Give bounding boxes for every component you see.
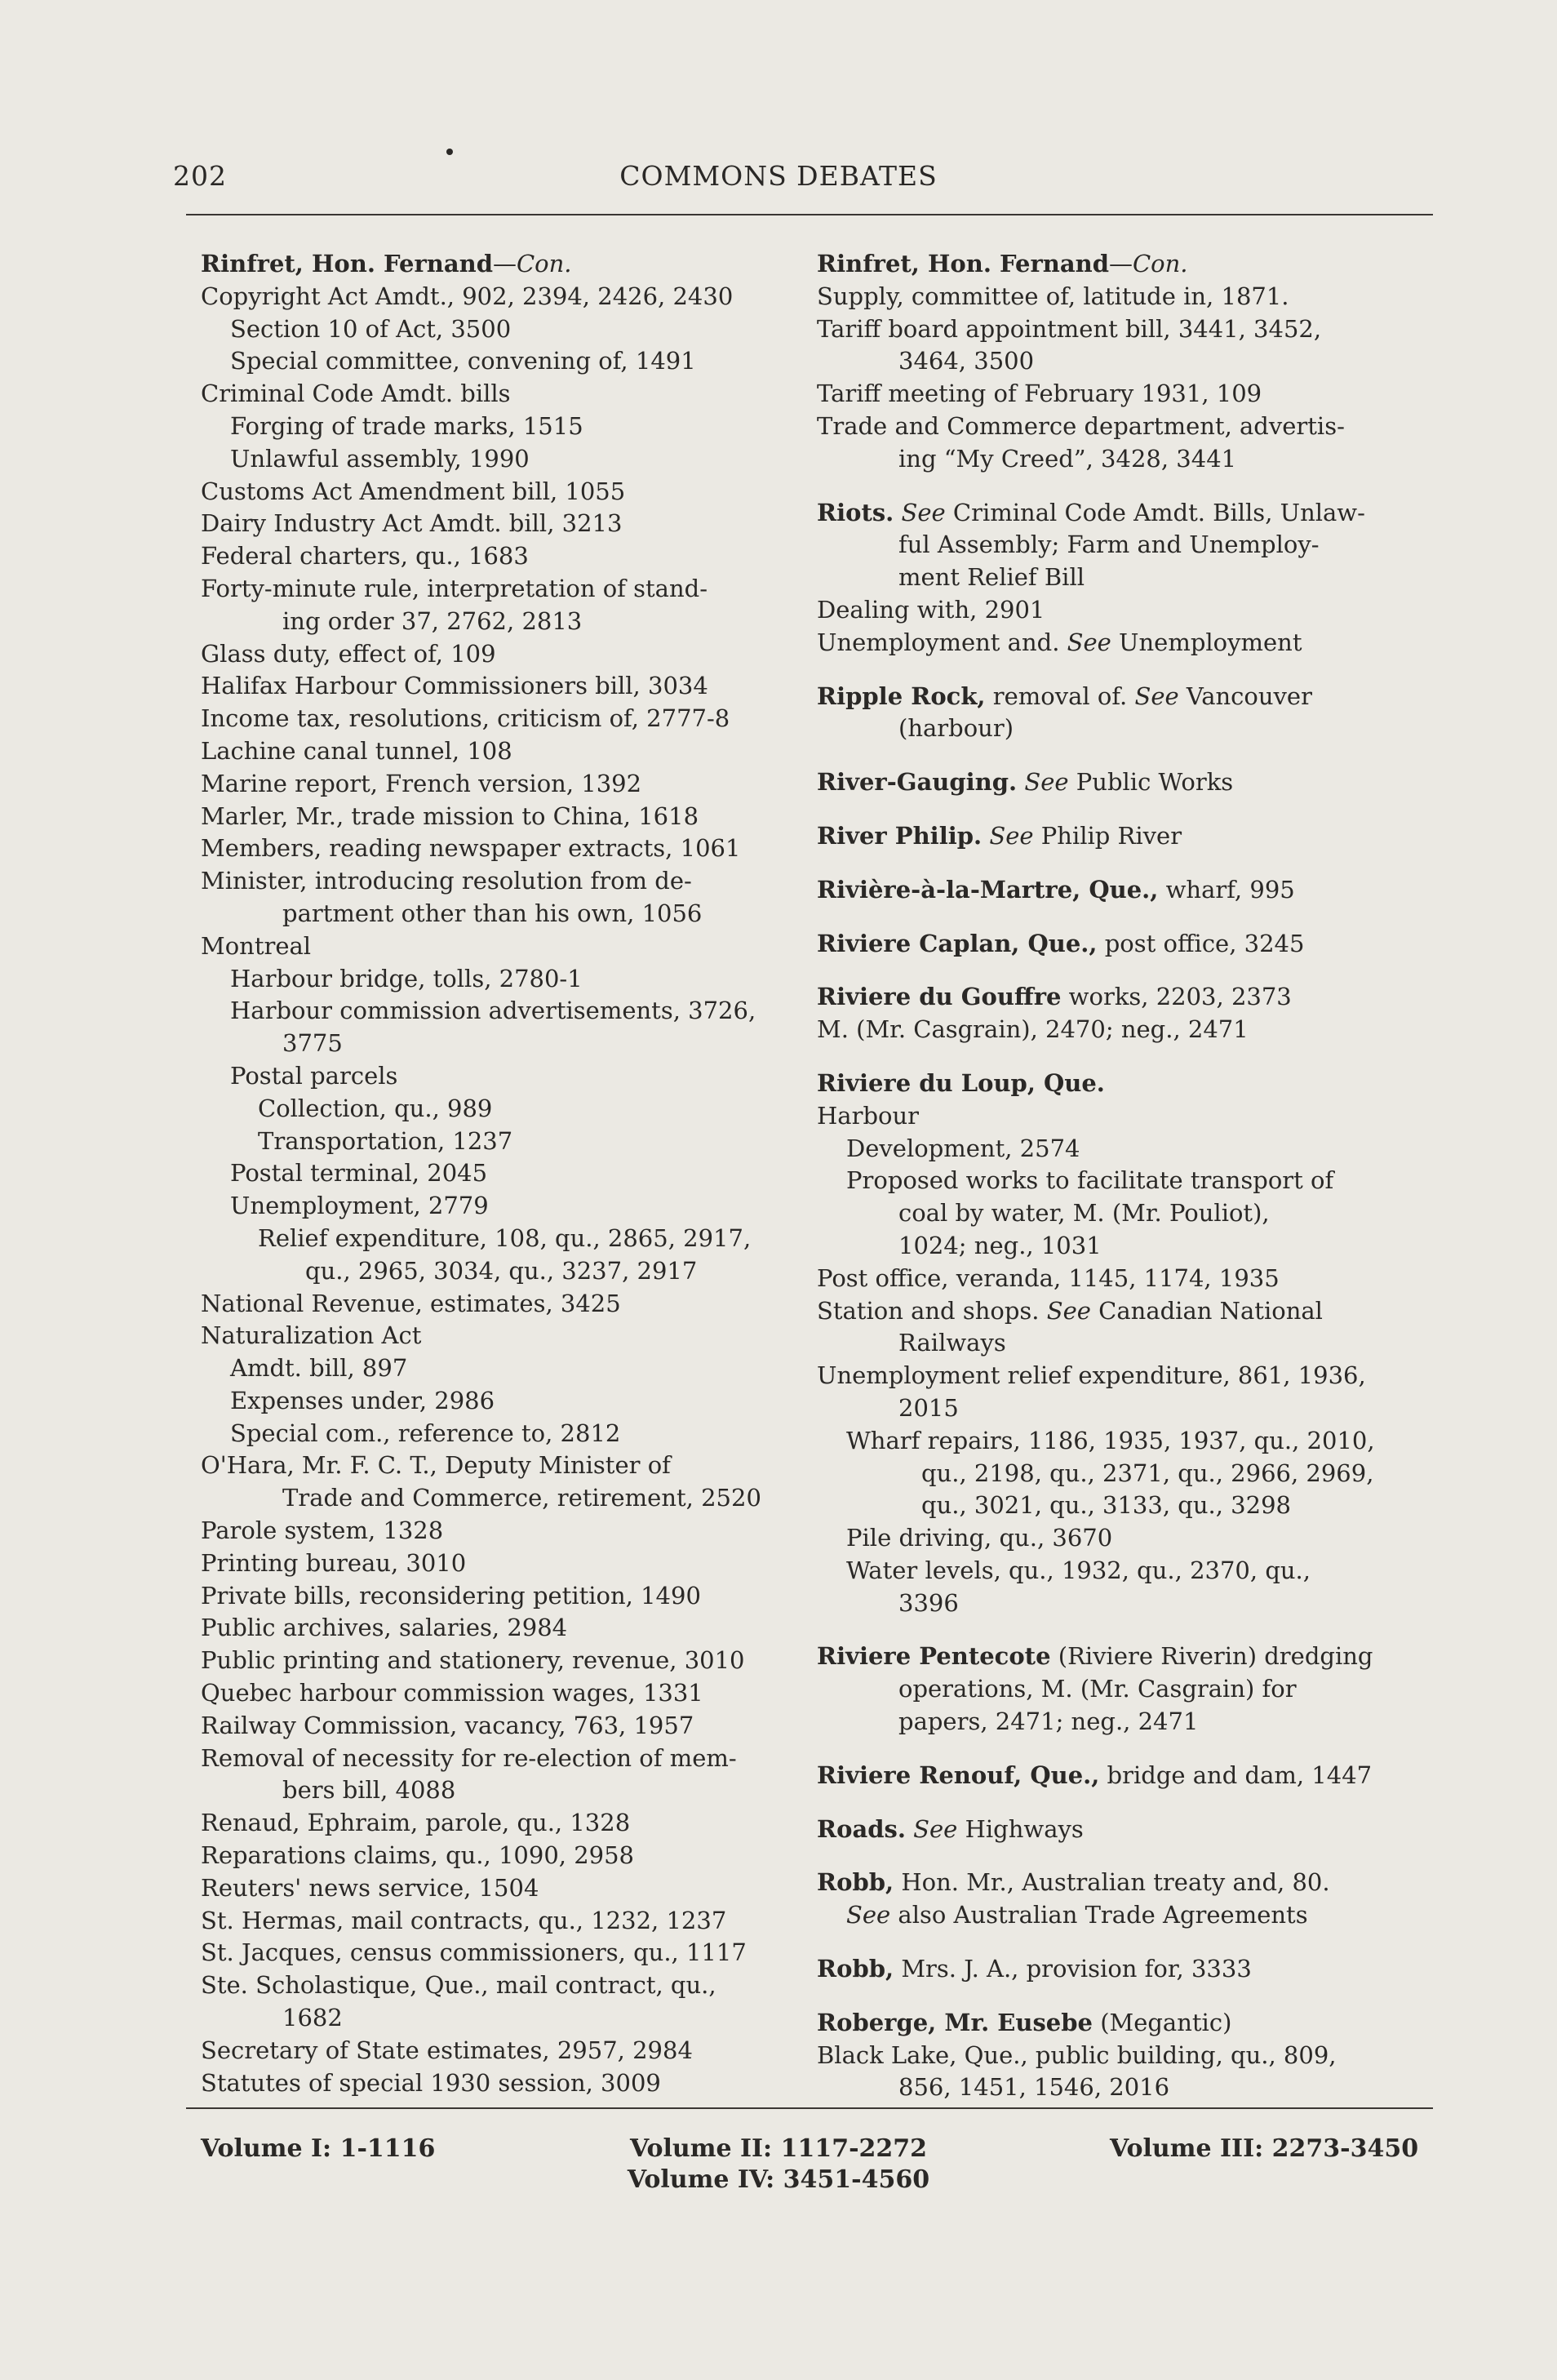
entry-text: Income tax, resolutions, criticism of, 2777-8 — [201, 704, 730, 733]
index-subentry — [201, 1872, 782, 1905]
index-subentry — [201, 638, 782, 671]
index-subentry — [201, 1320, 782, 1352]
index-heading — [817, 766, 1434, 799]
index-subentry — [201, 1418, 782, 1450]
entry-text: Special com., reference to, 2812 — [230, 1419, 621, 1447]
index-continuation — [817, 1230, 1434, 1263]
entry-text: Dealing with, 2901 — [817, 595, 1045, 624]
index-subentry — [201, 930, 782, 963]
index-subentry — [201, 1677, 782, 1710]
index-column-left — [201, 248, 782, 2099]
entry-text: O'Hara, Mr. F. C. T., Deputy Minister of — [201, 1451, 671, 1480]
entry-italic: See — [1067, 628, 1111, 656]
index-subentry — [817, 627, 1434, 659]
index-continuation — [817, 1458, 1434, 1490]
entry-text: Postal parcels — [230, 1061, 398, 1090]
index-subentry — [201, 1515, 782, 1547]
index-subentry — [201, 865, 782, 898]
entry-text: ment Relief Bill — [898, 563, 1085, 592]
heading-term: Riots. — [817, 498, 894, 526]
index-subentry — [201, 540, 782, 573]
index-subentry — [201, 1547, 782, 1580]
entry-gap — [817, 745, 1434, 766]
entry-text: Minister, introducing resolution from de- — [201, 867, 692, 895]
index-subentry — [817, 313, 1434, 346]
index-subentry — [817, 1899, 1434, 1932]
entry-text: National Revenue, estimates, 3425 — [201, 1289, 621, 1317]
entry-text: Amdt. bill, 897 — [230, 1354, 408, 1383]
index-heading — [817, 681, 1434, 713]
entry-text: Parole system, 1328 — [201, 1516, 444, 1545]
index-subentry — [817, 378, 1434, 411]
entry-text-tail: also Australian Trade Agreements — [890, 1901, 1308, 1929]
index-subentry — [817, 1165, 1434, 1197]
entry-gap — [817, 1792, 1434, 1814]
index-subentry — [201, 1450, 782, 1482]
entry-text: Quebec harbour commission wages, 1331 — [201, 1679, 703, 1707]
entry-text: Trade and Commerce department, advertis- — [817, 411, 1345, 440]
heading-term: Riviere du Gouffre — [817, 983, 1062, 1011]
entry-text: Harbour bridge, tolls, 2780-1 — [230, 964, 583, 992]
entry-text: M. (Mr. Casgrain), 2470; neg., 2471 — [817, 1015, 1249, 1044]
entry-text: Collection, qu., 989 — [258, 1094, 493, 1122]
entry-text: Railway Commission, vacancy, 763, 1957 — [201, 1711, 694, 1739]
entry-text: Lachine canal tunnel, 108 — [201, 736, 512, 765]
heading-term: River Philip. — [817, 821, 983, 850]
index-heading — [817, 1953, 1434, 1986]
entry-text: ing order 37, 2762, 2813 — [282, 606, 583, 635]
index-subentry — [201, 1969, 782, 2002]
entry-text: Relief expenditure, 108, qu., 2865, 2917, — [258, 1223, 752, 1252]
entry-text: partment other than his own, 1056 — [282, 899, 703, 927]
index-subentry — [817, 1425, 1434, 1458]
index-continuation — [817, 1673, 1434, 1706]
entry-text: St. Jacques, census commissioners, qu., 1117 — [201, 1938, 747, 1967]
entry-text: Special committee, convening of, 1491 — [230, 347, 696, 375]
entry-text: Members, reading newspaper extracts, 1061 — [201, 834, 741, 863]
heading-text — [982, 822, 989, 850]
entry-text: Trade and Commerce, retirement, 2520 — [282, 1484, 761, 1512]
index-subentry — [817, 411, 1434, 443]
index-continuation — [201, 1482, 782, 1515]
entry-text: Statutes of special 1930 session, 3009 — [201, 2068, 661, 2097]
heading-text: works, 2203, 2373 — [1061, 983, 1292, 1011]
index-subentry — [201, 801, 782, 833]
index-heading — [817, 1867, 1434, 1899]
index-heading — [817, 1814, 1434, 1846]
index-subentry — [201, 1840, 782, 1872]
entry-text: Unemployment and. — [817, 628, 1067, 656]
index-subentry — [201, 2067, 782, 2100]
index-subentry — [201, 508, 782, 540]
index-subentry — [201, 1190, 782, 1223]
entry-text: Water levels, qu., 1932, qu., 2370, qu., — [846, 1556, 1311, 1584]
entry-gap — [817, 1845, 1434, 1867]
index-continuation — [817, 1706, 1434, 1738]
index-subentry — [201, 1288, 782, 1321]
entry-text: Expenses under, 2986 — [230, 1386, 495, 1414]
entry-gap — [817, 1932, 1434, 1953]
heading-text — [1017, 768, 1024, 796]
entry-text: 2015 — [898, 1393, 959, 1422]
index-continuation — [201, 1255, 782, 1288]
entry-text: Railways — [898, 1329, 1006, 1357]
index-subentry — [201, 735, 782, 768]
index-heading — [817, 820, 1434, 853]
index-heading — [201, 248, 782, 281]
entry-gap — [817, 799, 1434, 820]
index-subentry — [201, 1093, 782, 1126]
page-number: 202 — [173, 160, 227, 192]
heading-term: Ripple Rock, — [817, 682, 986, 710]
entry-gap — [817, 1046, 1434, 1068]
entry-italic: See — [1046, 1296, 1091, 1325]
index-subentry — [201, 573, 782, 606]
heading-term: River-Gauging. — [817, 768, 1018, 797]
index-subentry — [817, 1133, 1434, 1166]
index-subentry — [201, 1905, 782, 1938]
heading-term: Rinfret, Hon. Fernand — [201, 250, 493, 278]
index-continuation — [817, 443, 1434, 476]
heading-term: Rivière-à-la-Martre, Que., — [817, 875, 1159, 904]
entry-text: Black Lake, Que., public building, qu., 809, — [817, 2040, 1337, 2069]
heading-text: removal of. — [985, 682, 1135, 710]
index-continuation — [817, 2071, 1434, 2104]
entry-text: Reuters' news service, 1504 — [201, 1873, 539, 1902]
volume-range-2: Volume II: 1117-2272 — [629, 2134, 928, 2163]
entry-text: Unemployment, 2779 — [230, 1192, 489, 1220]
entry-gap — [817, 1738, 1434, 1760]
index-subentry — [817, 1100, 1434, 1133]
entry-text: Pile driving, qu., 3670 — [846, 1524, 1113, 1552]
entry-gap — [817, 1619, 1434, 1641]
entry-text: Marler, Mr., trade mission to China, 1618 — [201, 801, 699, 830]
entry-text: ing “My Creed”, 3428, 3441 — [898, 444, 1237, 473]
entry-text: 3464, 3500 — [898, 347, 1035, 375]
entry-text: Criminal Code Amdt. bills — [201, 380, 511, 408]
heading-term: Roberge, Mr. Eusebe — [817, 2008, 1093, 2036]
index-subentry — [201, 1352, 782, 1385]
entry-gap — [817, 1986, 1434, 2007]
print-mark — [446, 149, 453, 155]
heading-text — [894, 499, 901, 526]
heading-text: wharf, 995 — [1158, 875, 1295, 904]
index-subentry — [201, 1157, 782, 1190]
index-continuation — [817, 1392, 1434, 1425]
index-continuation — [817, 529, 1434, 562]
entry-text-tail: Canadian National — [1090, 1296, 1323, 1325]
heading-text: bridge and dam, 1447 — [1099, 1761, 1373, 1789]
heading-sep: — — [492, 250, 517, 278]
index-column-right — [817, 248, 1434, 2104]
entry-text: Copyright Act Amdt., 902, 2394, 2426, 2430 — [201, 282, 734, 310]
heading-term: Robb, — [817, 1868, 894, 1897]
entry-gap — [817, 960, 1434, 981]
heading-text: (Megantic) — [1092, 2008, 1232, 2036]
volume-range-3: Volume III: 2273-3450 — [1110, 2134, 1419, 2163]
entry-text: Halifax Harbour Commissioners bill, 3034 — [201, 672, 708, 700]
heading-italic: Con. — [1132, 250, 1188, 278]
index-continuation — [201, 2002, 782, 2035]
index-continuation — [817, 1587, 1434, 1620]
entry-text: Forty-minute rule, interpretation of stand- — [201, 574, 708, 602]
index-subentry — [817, 2040, 1434, 2072]
entry-text: bers bill, 4088 — [282, 1776, 456, 1805]
entry-text: Harbour — [817, 1101, 920, 1130]
entry-text: Supply, committee of, latitude in, 1871. — [817, 282, 1289, 310]
entry-text: Transportation, 1237 — [258, 1126, 513, 1155]
entry-text: Naturalization Act — [201, 1321, 422, 1350]
entry-text: coal by water, M. (Mr. Pouliot), — [898, 1199, 1270, 1228]
heading-text — [906, 1815, 913, 1843]
entry-gap — [817, 907, 1434, 928]
entry-text: Station and shops. — [817, 1296, 1047, 1325]
index-heading — [817, 1641, 1434, 1673]
entry-text: 3775 — [282, 1029, 343, 1058]
index-heading — [817, 874, 1434, 907]
heading-italic: See — [901, 498, 946, 526]
entry-text: Federal charters, qu., 1683 — [201, 542, 529, 571]
heading-term: Roads. — [817, 1814, 906, 1843]
index-subentry — [201, 768, 782, 801]
entry-gap — [817, 853, 1434, 874]
heading-text: Hon. Mr., Australian treaty and, 80. — [894, 1868, 1330, 1897]
entry-text: ful Assembly; Farm and Unemploy- — [898, 531, 1320, 559]
index-subentry — [201, 670, 782, 703]
entry-text: Development, 2574 — [846, 1134, 1080, 1162]
index-subentry — [817, 594, 1434, 627]
index-subentry — [201, 1223, 782, 1255]
entry-text: Postal terminal, 2045 — [230, 1159, 488, 1188]
entry-gap — [817, 476, 1434, 497]
index-subentry — [201, 963, 782, 996]
entry-text: Unemployment relief expenditure, 861, 1936, — [817, 1361, 1366, 1390]
heading-term: Riviere Pentecote — [817, 1642, 1051, 1671]
index-heading — [817, 248, 1434, 281]
entry-text: Tariff meeting of February 1931, 109 — [817, 380, 1262, 408]
index-subentry — [201, 378, 782, 411]
index-subentry — [201, 833, 782, 865]
index-continuation — [817, 562, 1434, 594]
heading-italic: See — [1024, 768, 1069, 797]
index-subentry — [201, 2035, 782, 2067]
entry-text: Ste. Scholastique, Que., mail contract, qu., — [201, 1971, 716, 2000]
heading-italic: Con. — [516, 250, 572, 278]
index-subentry — [201, 345, 782, 378]
heading-term: Riviere Renouf, Que., — [817, 1761, 1100, 1789]
entry-text: 1682 — [282, 2004, 343, 2032]
index-subentry — [201, 411, 782, 443]
entry-text: qu., 2965, 3034, qu., 3237, 2917 — [305, 1256, 698, 1285]
entry-text: Section 10 of Act, 3500 — [230, 314, 512, 343]
heading-italic: See — [989, 821, 1034, 850]
heading-italic: See — [1134, 682, 1179, 710]
index-subentry — [817, 1360, 1434, 1392]
heading-term: Robb, — [817, 1955, 894, 1983]
heading-text-tail: Highways — [957, 1814, 1084, 1843]
index-subentry — [201, 1937, 782, 1969]
volume-range-4: Volume IV: 3451-4560 — [627, 2165, 930, 2194]
entry-text: Wharf repairs, 1186, 1935, 1937, qu., 2010, — [846, 1426, 1375, 1454]
heading-text: (Riviere Riverin) dredging — [1050, 1642, 1373, 1671]
entry-text: 856, 1451, 1546, 2016 — [898, 2073, 1170, 2102]
entry-text: Public printing and stationery, revenue, 3010 — [201, 1646, 745, 1675]
heading-text: post office, 3245 — [1097, 929, 1305, 957]
index-subentry — [817, 281, 1434, 313]
entry-text: 1024; neg., 1031 — [898, 1231, 1102, 1259]
index-continuation — [201, 1774, 782, 1807]
index-subentry — [201, 1612, 782, 1645]
heading-term: Riviere Caplan, Que., — [817, 929, 1098, 957]
heading-italic: See — [913, 1814, 958, 1843]
heading-text-tail: Philip River — [1033, 821, 1182, 850]
entry-italic: See — [846, 1901, 891, 1929]
index-subentry — [201, 313, 782, 346]
index-continuation — [201, 1028, 782, 1060]
index-continuation — [817, 1327, 1434, 1360]
index-subentry — [201, 1807, 782, 1840]
entry-text: operations, M. (Mr. Casgrain) for — [898, 1675, 1297, 1703]
entry-text: Unlawful assembly, 1990 — [230, 444, 530, 473]
entry-text: qu., 2198, qu., 2371, qu., 2966, 2969, — [921, 1459, 1374, 1487]
index-heading — [817, 497, 1434, 530]
entry-text: Customs Act Amendment bill, 1055 — [201, 477, 626, 505]
index-continuation — [817, 1490, 1434, 1522]
entry-text: Secretary of State estimates, 2957, 2984 — [201, 2036, 693, 2064]
entry-text: Dairy Industry Act Amdt. bill, 3213 — [201, 509, 623, 538]
entry-text: Forging of trade marks, 1515 — [230, 411, 583, 440]
entry-text: Marine report, French version, 1392 — [201, 769, 642, 797]
index-subentry — [201, 1743, 782, 1775]
index-subentry — [817, 1522, 1434, 1555]
index-subentry — [201, 1645, 782, 1677]
index-subentry — [201, 1126, 782, 1158]
entry-text-tail: Unemployment — [1111, 628, 1302, 656]
entry-text: Post office, veranda, 1145, 1174, 1935 — [817, 1263, 1280, 1292]
index-heading — [817, 1760, 1434, 1792]
entry-text: Tariff board appointment bill, 3441, 3452, — [817, 314, 1322, 343]
index-continuation — [817, 713, 1434, 745]
index-subentry — [817, 1014, 1434, 1046]
index-subentry — [201, 1710, 782, 1743]
index-heading — [817, 981, 1434, 1014]
entry-text: Montreal — [201, 931, 312, 960]
index-continuation — [201, 898, 782, 930]
entry-text: Public archives, salaries, 2984 — [201, 1614, 568, 1642]
index-heading — [817, 2007, 1434, 2040]
heading-term: Riviere du Loup, Que. — [817, 1068, 1105, 1097]
entry-text: 3396 — [898, 1588, 959, 1617]
header-rule — [186, 214, 1433, 215]
entry-text: Proposed works to facilitate transport of — [846, 1166, 1334, 1195]
heading-text-tail: Public Works — [1068, 768, 1234, 797]
index-continuation — [817, 1197, 1434, 1230]
index-subentry — [201, 703, 782, 735]
index-subentry — [817, 1263, 1434, 1295]
index-continuation — [817, 345, 1434, 378]
index-heading — [817, 1068, 1434, 1100]
footer-rule — [186, 2107, 1433, 2109]
page-title: COMMONS DEBATES — [619, 160, 938, 192]
entry-text: Printing bureau, 3010 — [201, 1548, 467, 1577]
entry-text: Removal of necessity for re-election of mem- — [201, 1743, 737, 1772]
entry-text: qu., 3021, qu., 3133, qu., 3298 — [921, 1491, 1291, 1520]
volume-range-1: Volume I: 1-1116 — [201, 2134, 436, 2163]
index-subentry — [201, 1385, 782, 1418]
index-continuation — [201, 606, 782, 638]
entry-text: Private bills, reconsidering petition, 1490 — [201, 1581, 701, 1610]
heading-term: Rinfret, Hon. Fernand — [817, 250, 1109, 278]
index-subentry — [201, 1580, 782, 1613]
index-subentry — [201, 1060, 782, 1093]
index-subentry — [817, 1295, 1434, 1328]
entry-text: Harbour commission advertisements, 3726, — [230, 997, 756, 1025]
entry-text: Renaud, Ephraim, parole, qu., 1328 — [201, 1809, 631, 1837]
heading-text: Mrs. J. A., provision for, 3333 — [894, 1955, 1252, 1983]
entry-text: Reparations claims, qu., 1090, 2958 — [201, 1841, 635, 1870]
index-subentry — [817, 1555, 1434, 1587]
entry-text: papers, 2471; neg., 2471 — [898, 1707, 1199, 1736]
entry-gap — [817, 659, 1434, 681]
heading-sep: — — [1108, 250, 1133, 278]
index-subentry — [201, 281, 782, 313]
heading-text-tail: Vancouver — [1178, 682, 1312, 710]
index-subentry — [201, 995, 782, 1028]
index-subentry — [201, 476, 782, 508]
entry-text: (harbour) — [898, 714, 1014, 743]
entry-text: St. Hermas, mail contracts, qu., 1232, 1237 — [201, 1906, 727, 1934]
entry-text: Glass duty, effect of, 109 — [201, 639, 496, 668]
index-heading — [817, 928, 1434, 961]
index-subentry — [201, 443, 782, 476]
heading-text-tail: Criminal Code Amdt. Bills, Unlaw- — [945, 498, 1365, 526]
